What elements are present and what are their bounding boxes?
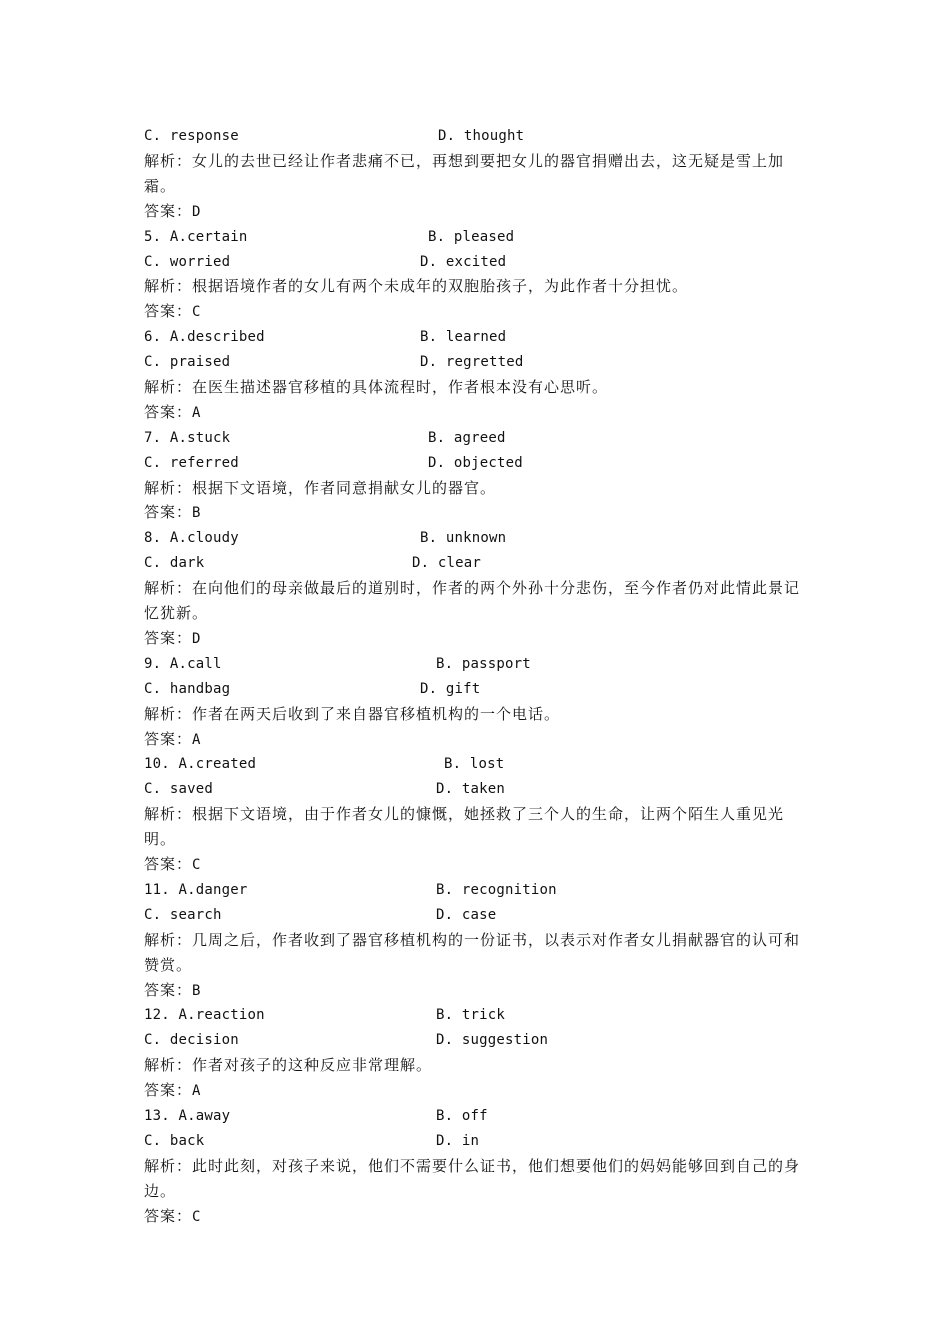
option-right: D. excited [420, 253, 507, 270]
options-line [144, 250, 812, 275]
explanation-text: 根据语境作者的女儿有两个未成年的双胞胎孩子，为此作者十分担忧。 [192, 277, 689, 296]
option-right: B. agreed [428, 429, 506, 446]
explanation-label: 解析： [144, 151, 193, 170]
explanation-paragraph [144, 702, 812, 727]
option-left: 7. A.stuck [144, 429, 231, 446]
answer-label: 答案： [144, 980, 193, 999]
option-left: 12. A.reaction [144, 1007, 265, 1024]
option-left: C. praised [144, 354, 231, 371]
option-right: D. case [436, 906, 497, 923]
explanation-paragraph [144, 802, 812, 852]
option-right: B. unknown [420, 530, 507, 547]
option-right: B. pleased [428, 228, 515, 245]
answer-value: C [192, 857, 201, 874]
option-left: 5. A.certain [144, 228, 248, 245]
answer-value: D [192, 203, 201, 220]
options-line [144, 124, 812, 149]
answer-label: 答案： [144, 1206, 193, 1225]
explanation-paragraph [144, 149, 812, 199]
option-right: D. regretted [420, 354, 524, 371]
answer-label: 答案： [144, 1081, 193, 1100]
option-left: C. search [144, 906, 222, 923]
explanation-paragraph [144, 576, 812, 626]
option-left: C. response [144, 128, 239, 144]
explanation-label: 解析： [144, 478, 193, 497]
explanation-text: 根据下文语境，作者同意捐献女儿的器官。 [192, 478, 497, 497]
answer-value: B [192, 982, 201, 999]
explanation-label: 解析： [144, 1156, 193, 1175]
options-line [144, 777, 812, 802]
options-line [144, 551, 812, 576]
options-line [144, 903, 812, 928]
answer-label: 答案： [144, 402, 193, 421]
option-left: 9. A.call [144, 655, 222, 672]
explanation-paragraph [144, 274, 812, 299]
answer-value: C [192, 1208, 201, 1225]
answer-value: D [192, 630, 201, 647]
option-right: D. gift [420, 680, 481, 697]
option-right: D. objected [428, 454, 523, 471]
option-right: B. learned [420, 329, 507, 346]
option-left: 11. A.danger [144, 881, 248, 898]
option-right: D. in [436, 1132, 480, 1149]
option-right: B. lost [444, 756, 505, 773]
answer-key-content [144, 124, 812, 1230]
explanation-text: 在向他们的母亲做最后的道别时，作者的两个外孙十分悲伤，至今作者仍对此情此景记忆犹新。 [144, 579, 801, 623]
answer-line [144, 727, 812, 753]
explanation-text: 此时此刻，对孩子来说，他们不需要什么证书，他们想要他们的妈妈能够回到自己的身边。 [144, 1156, 801, 1200]
option-left: C. decision [144, 1032, 239, 1049]
answer-value: A [192, 404, 201, 421]
answer-value: C [192, 304, 201, 321]
explanation-label: 解析： [144, 930, 193, 949]
option-right: B. trick [436, 1007, 506, 1024]
answer-line [144, 500, 812, 526]
answer-label: 答案： [144, 503, 193, 522]
answer-line [144, 400, 812, 426]
answer-value: B [192, 505, 201, 522]
options-line [144, 677, 812, 702]
explanation-label: 解析： [144, 1056, 193, 1075]
explanation-text: 几周之后，作者收到了器官移植机构的一份证书，以表示对作者女儿捐献器官的认可和赞赏。 [144, 930, 801, 974]
option-left: 13. A.away [144, 1108, 231, 1125]
explanation-text: 在医生描述器官移植的具体流程时，作者根本没有心思听。 [192, 377, 609, 396]
option-right: D. clear [412, 555, 482, 572]
explanation-label: 解析： [144, 579, 193, 598]
options-line [144, 451, 812, 476]
option-right: B. off [436, 1108, 488, 1125]
options-line [144, 1104, 812, 1129]
options-line [144, 426, 812, 451]
explanation-label: 解析： [144, 805, 193, 824]
option-left: 8. A.cloudy [144, 530, 239, 547]
options-line [144, 752, 812, 777]
options-line [144, 1028, 812, 1053]
explanation-label: 解析： [144, 704, 193, 723]
answer-line [144, 1204, 812, 1230]
answer-label: 答案： [144, 628, 193, 647]
options-line [144, 1003, 812, 1028]
answer-label: 答案： [144, 855, 193, 874]
option-left: C. saved [144, 781, 214, 798]
option-right: B. passport [436, 655, 531, 672]
options-line [144, 225, 812, 250]
option-left: C. referred [144, 454, 239, 471]
option-left: 6. A.described [144, 329, 265, 346]
answer-value: A [192, 1083, 201, 1100]
option-left: C. handbag [144, 680, 231, 697]
option-left: C. back [144, 1132, 205, 1149]
answer-line [144, 299, 812, 325]
option-left: C. dark [144, 555, 205, 572]
answer-line [144, 852, 812, 878]
answer-line [144, 626, 812, 652]
option-right: D. suggestion [436, 1032, 549, 1049]
answer-label: 答案： [144, 729, 193, 748]
answer-line [144, 199, 812, 225]
answer-label: 答案： [144, 201, 193, 220]
explanation-text: 作者对孩子的这种反应非常理解。 [192, 1056, 433, 1075]
options-line [144, 652, 812, 677]
options-line [144, 325, 812, 350]
explanation-paragraph [144, 1053, 812, 1078]
options-line [144, 350, 812, 375]
explanation-paragraph [144, 476, 812, 501]
answer-line [144, 1078, 812, 1104]
answer-line [144, 978, 812, 1004]
explanation-text: 作者在两天后收到了来自器官移植机构的一个电话。 [192, 704, 561, 723]
options-line [144, 526, 812, 551]
answer-label: 答案： [144, 302, 193, 321]
explanation-paragraph [144, 928, 812, 978]
option-right: D. thought [438, 128, 525, 144]
option-left: 10. A.created [144, 756, 257, 773]
explanation-text: 女儿的去世已经让作者悲痛不已，再想到要把女儿的器官捐赠出去，这无疑是雪上加霜。 [144, 151, 785, 195]
answer-value: A [192, 731, 201, 748]
explanation-label: 解析： [144, 277, 193, 296]
explanation-label: 解析： [144, 377, 193, 396]
options-line [144, 1129, 812, 1154]
explanation-text: 根据下文语境，由于作者女儿的慷慨，她拯救了三个人的生命，让两个陌生人重见光明。 [144, 805, 785, 849]
option-right: B. recognition [436, 881, 557, 898]
option-left: C. worried [144, 253, 231, 270]
option-right: D. taken [436, 781, 506, 798]
explanation-paragraph [144, 1154, 812, 1204]
options-line [144, 878, 812, 903]
explanation-paragraph [144, 375, 812, 400]
